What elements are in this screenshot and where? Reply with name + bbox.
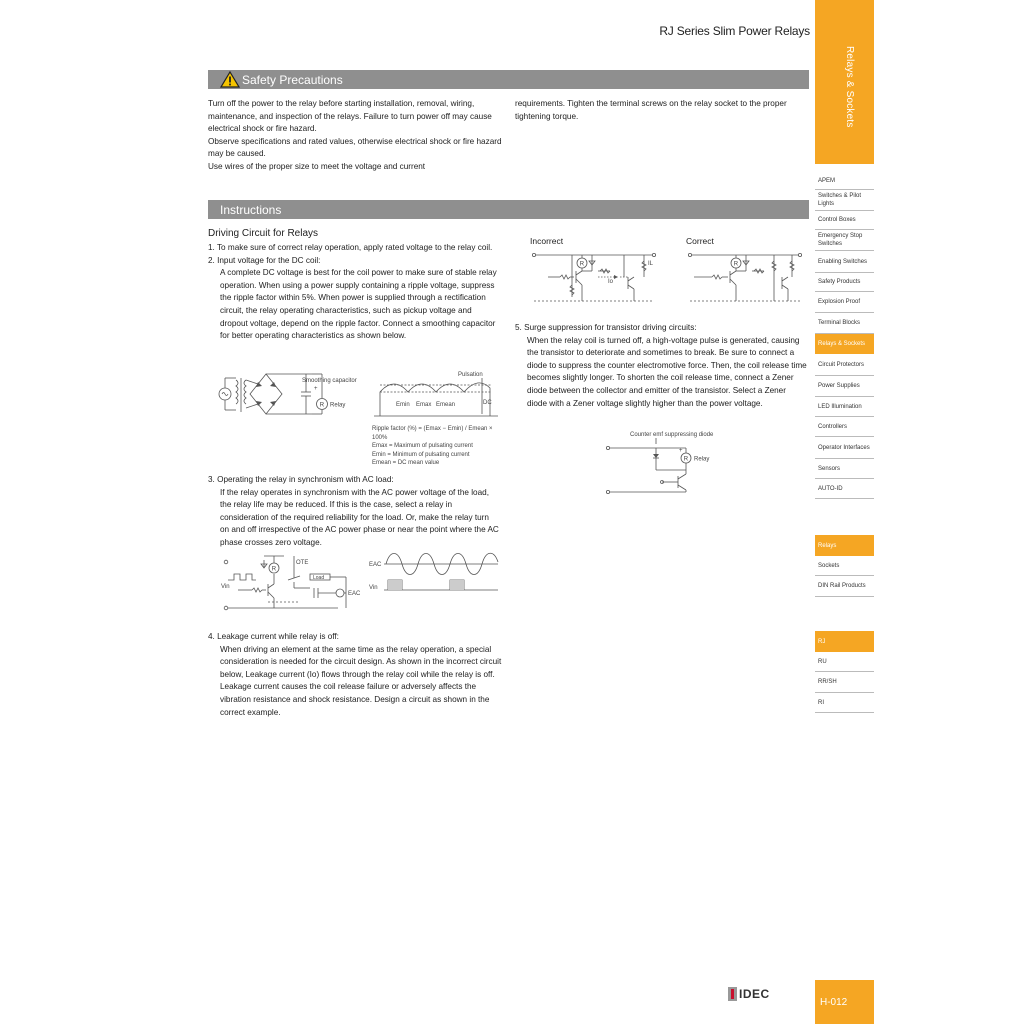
instruction-item-2-body: A complete DC voltage is best for the coil power to make sure of stable relay operation. When using a power supply containing a ripple voltage, suppress the ripple factor within 5%. When power is supplied through a rectification circuit, the relay operating characteristics, such as pickup voltage and dropout voltage, depend on the ripple factor. Connect a smoothing capacitor for better operating characteristics as shown below.: [220, 268, 497, 341]
sidebar-subitem-sockets[interactable]: Sockets: [815, 556, 874, 576]
counter-relay-label: Relay: [694, 456, 710, 463]
emax-definition: Emax = Maximum of pulsating current: [372, 443, 473, 450]
instruction-items-1-2: [208, 242, 500, 343]
plus-label: +: [314, 386, 318, 392]
sidebar-item-circuit-protectors[interactable]: Circuit Protectors: [815, 355, 874, 376]
ac-waveform-diagram: [368, 552, 502, 602]
sidebar-item-led-illumination[interactable]: LED Illumination: [815, 397, 874, 417]
warning-icon: [220, 71, 240, 88]
safety-precautions-title: Safety Precautions: [242, 72, 343, 87]
smoothing-circuit-diagram: [216, 368, 366, 420]
safety-text-left: [208, 98, 504, 174]
sidebar-item-auto-id[interactable]: AUTO-ID: [815, 479, 874, 499]
incorrect-circuit-diagram: [528, 247, 660, 305]
instruction-item-5-body: When the relay coil is turned off, a high-voltage pulse is generated, causing the transistor to deteriorate and sometimes to break. Be sure to connect a diode to suppress the counter electromotive force. Then, the coil release time becomes slightly longer. To shorten the coil release time, connect a Zener diode between the collector and emitter of the transistor. Select a Zener diode with a Zener voltage slightly higher than the power voltage.: [527, 335, 807, 408]
incorrect-relay-r: R: [579, 261, 585, 268]
sidebar-item-power-supplies[interactable]: Power Supplies: [815, 376, 874, 397]
ripple-formula: Ripple factor (%) = (Emax − Emin) / Emean × 100%: [372, 426, 493, 441]
instruction-item-5: [515, 322, 807, 410]
vin-label: Vin: [221, 584, 230, 590]
instruction-item-3: [208, 474, 500, 550]
correct-relay-r: R: [733, 261, 739, 268]
eac-wave-label: EAC: [369, 562, 382, 568]
emin-definition: Emin = Minimum of pulsating current: [372, 451, 470, 458]
ac-relay-r: R: [271, 566, 277, 573]
sidebar-series-ru[interactable]: RU: [815, 652, 874, 672]
instruction-item-1: 1. To make sure of correct relay operation, apply rated voltage to the relay coil.: [208, 243, 493, 252]
sidebar-item-emergency-stop[interactable]: Emergency Stop Switches: [815, 230, 874, 251]
instruction-item-5-title: 5. Surge suppression for transistor driving circuits:: [515, 323, 697, 332]
driving-circuit-heading: Driving Circuit for Relays: [208, 228, 319, 239]
load-label: Load: [313, 575, 325, 581]
sidebar-item-apem[interactable]: APEM: [815, 172, 874, 190]
counter-plus-label: +: [679, 448, 683, 454]
page-number: H-012: [815, 980, 874, 1024]
dc-label: DC: [483, 400, 492, 406]
counter-emf-label: Counter emf suppressing diode: [630, 432, 714, 438]
counter-relay-r: R: [683, 456, 689, 463]
sidebar-item-controllers[interactable]: Controllers: [815, 417, 874, 437]
idec-logo-mark: [728, 987, 737, 1001]
correct-label: Correct: [686, 236, 714, 246]
ote-label: OTE: [296, 560, 309, 566]
instruction-item-4-title: 4. Leakage current while relay is off:: [208, 632, 339, 641]
emax-label: Emax: [416, 402, 432, 408]
sidebar-item-safety-products[interactable]: Safety Products: [815, 273, 874, 292]
safety-precautions-bar: [208, 70, 809, 89]
instruction-item-3-body: If the relay operates in synchronism with the AC power voltage of the load, the relay life may be reduced. If this is the case, select a relay in consideration of the required reliability for the load. Or, make the relay turn on and off irrespective of the AC power phase or near the point where the AC phase crosses zero voltage.: [220, 487, 499, 547]
eac-label: EAC: [348, 591, 360, 597]
emean-label: Emean: [436, 402, 456, 408]
sidebar-section-banner: [815, 0, 874, 164]
sidebar-nav: [815, 0, 874, 1024]
instruction-item-4-body: When driving an element at the same time as the relay operation, a special consideration is needed for the circuit design. As shown in the incorrect circuit below, Leakage current (Io) flows through the relay coil while the relay is off. Leakage current causes the coil release failure or adversely affects the vibration resistance and shock resistance. Design a circuit as shown in the correct example.: [220, 644, 502, 717]
sidebar-subitem-relays[interactable]: Relays: [815, 535, 874, 556]
safety-paragraph: Turn off the power to the relay before starting installation, removal, wiring, maintenance, and inspection of the relays. Failure to turn power off may cause electrical shock or fire hazard.: [208, 99, 492, 134]
relay-coil-r: R: [319, 402, 325, 409]
correct-circuit-diagram: [684, 247, 806, 305]
page-header-title: RJ Series Slim Power Relays: [659, 24, 810, 38]
il-label: IL: [648, 261, 654, 267]
pulsation-label: Pulsation: [458, 372, 483, 378]
sidebar-item-sensors[interactable]: Sensors: [815, 459, 874, 479]
sidebar-item-explosion-proof[interactable]: Explosion Proof: [815, 292, 874, 313]
sidebar-series-rrsh[interactable]: RR/SH: [815, 672, 874, 693]
sidebar-item-relays-sockets[interactable]: Relays & Sockets: [815, 334, 874, 354]
sidebar-item-terminal-blocks[interactable]: Terminal Blocks: [815, 313, 874, 334]
relay-label: Relay: [330, 402, 346, 409]
vin-wave-label: Vin: [369, 585, 378, 591]
ripple-formula-block: [372, 425, 506, 468]
sidebar-item-control-boxes[interactable]: Control Boxes: [815, 211, 874, 230]
instruction-item-4: [208, 631, 504, 719]
incorrect-label: Incorrect: [530, 236, 564, 246]
sidebar-subitem-din-rail[interactable]: DIN Rail Products: [815, 576, 874, 597]
counter-emf-circuit-diagram: [602, 430, 732, 496]
sidebar-item-operator-interfaces[interactable]: Operator Interfaces: [815, 437, 874, 459]
sidebar-item-switches-pilot-lights[interactable]: Switches & Pilot Lights: [815, 190, 874, 211]
sidebar-series-ri[interactable]: RI: [815, 693, 874, 713]
sidebar-item-enabling-switches[interactable]: Enabling Switches: [815, 251, 874, 273]
io-label: Io: [608, 279, 614, 285]
sidebar-vertical-label: Relays & Sockets: [844, 46, 855, 128]
idec-logo-text: IDEC: [739, 987, 770, 1001]
ac-load-circuit-diagram: [218, 552, 360, 612]
safety-text-right: [515, 98, 805, 123]
instructions-bar: [208, 200, 809, 219]
instructions-title: Instructions: [220, 202, 282, 217]
pulsation-waveform-diagram: [370, 368, 502, 420]
emean-definition: Emean = DC mean value: [372, 460, 440, 467]
safety-paragraph: Use wires of the proper size to meet the voltage and current: [208, 161, 426, 171]
instruction-item-3-title: 3. Operating the relay in synchronism with AC load:: [208, 475, 394, 484]
sidebar-series-rj[interactable]: RJ: [815, 631, 874, 652]
safety-paragraph: Observe specifications and rated values, otherwise electrical shock or fire hazard may be caused.: [208, 136, 502, 159]
smoothing-capacitor-label: Smoothing capacitor: [302, 378, 357, 384]
instruction-item-2-title: 2. Input voltage for the DC coil:: [208, 255, 321, 265]
idec-logo: [728, 986, 788, 1002]
emin-label: Emin: [396, 402, 410, 408]
safety-paragraph: requirements. Tighten the terminal screws on the relay socket to the proper tightening torque.: [515, 99, 787, 121]
